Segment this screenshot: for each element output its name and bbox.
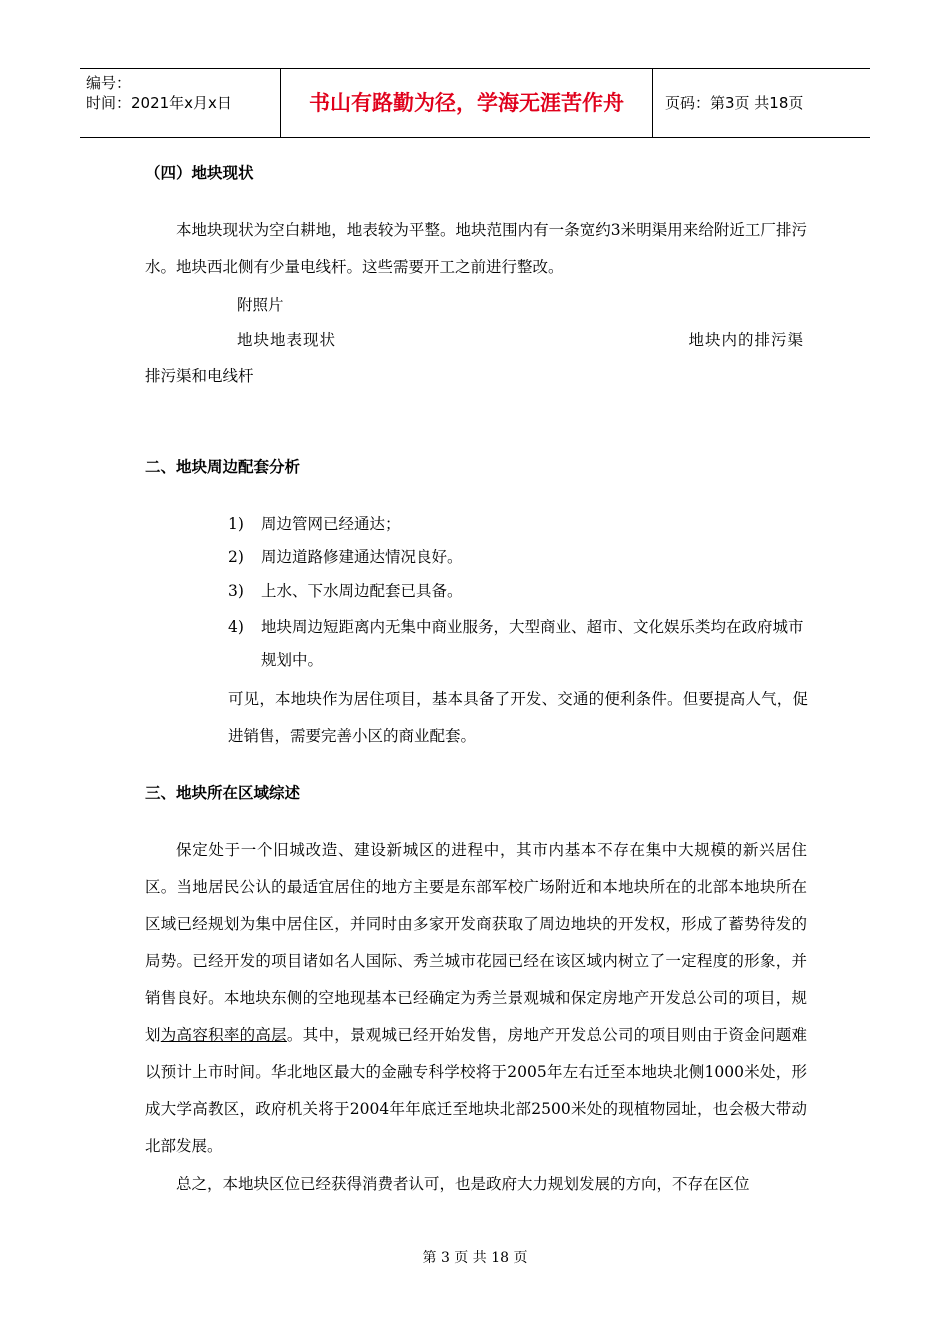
list-item <box>228 508 808 541</box>
section-three-conclusion: 总之，本地块区位已经获得消费者认可，也是政府大力规划发展的方向，不存在区位 <box>176 1175 750 1193</box>
header-meta-cell <box>80 69 281 137</box>
photo-caption-surface: 地块地表现状 <box>237 331 337 349</box>
photo-caption-drain-poles: 排污渠和电线杆 <box>145 367 254 385</box>
header-page-label: 页码：第3页 共18页 <box>665 94 804 112</box>
list-item-number: 4) <box>228 618 244 636</box>
serial-label: 编号： <box>86 74 132 92</box>
section-three-heading: 三、地块所在区域综述 <box>145 784 301 802</box>
attached-photo-label: 附照片 <box>237 296 284 314</box>
section-three-paragraph <box>145 832 807 1165</box>
section-two-heading: 二、地块周边配套分析 <box>145 458 301 476</box>
paragraph-text-cont: 。其中，景观城已经开始发售，房地产开发总公司的项目则由于资金问题难以预计上市时间。华北地区最大的金融专科学校将于2005年左右迁至本地块北侧1000米处，形成大学高教区，政府机关将于2004年年底迁至地块北部2500米处的现植物园址，也会极大带动北部发展。 <box>145 1026 807 1155</box>
list-item-text: 周边道路修建通达情况良好。 <box>261 548 463 566</box>
list-item-number: 3) <box>228 582 244 600</box>
header-table <box>80 68 870 138</box>
section-two-conclusion: 可见，本地块作为居住项目，基本具备了开发、交通的便利条件。但要提高人气，促进销售，需要完善小区的商业配套。 <box>228 690 808 745</box>
list-item <box>228 575 808 608</box>
list-item-number: 2) <box>228 548 244 566</box>
photo-caption-drain: 地块内的排污渠 <box>688 331 804 349</box>
section4-heading: （四）地块现状 <box>145 164 254 182</box>
list-item-text: 地块周边短距离内无集中商业服务，大型商业、超市、文化娱乐类均在政府城市规划中。 <box>261 618 804 669</box>
paragraph-text: 保定处于一个旧城改造、建设新城区的进程中，其市内基本不存在集中大规模的新兴居住区。当地居民公认的最适宜居住的地方主要是东部军校广场附近和本地块所在的北部本地块所在区域已经规划为集中居住区，并同时由多家开发商获取了周边地块的开发权，形成了蓄势待发的局势。已经开发的项目诸如名人国际、秀兰城市花园已经在该区域内树立了一定程度的形象，并销售良好。本地块东侧的空地现基本已经确定为秀兰景观城和保定房地产开发总公司的项目，规划 <box>145 841 807 1044</box>
underlined-text: 为高容积率的高层 <box>160 1026 287 1044</box>
list-item-number: 1) <box>228 515 244 533</box>
header-motto: 书山有路勤为径，学海无涯苦作舟 <box>281 69 653 137</box>
time-label: 时间：2021年x月x日 <box>86 94 232 112</box>
section4-paragraph: 本地块现状为空白耕地，地表较为平整。地块范围内有一条宽约3米明渠用来给附近工厂排污水。地块西北侧有少量电线杆。这些需要开工之前进行整改。 <box>145 221 807 276</box>
list-item <box>228 611 808 677</box>
footer-page-number: 第 3 页 共 18 页 <box>422 1250 528 1266</box>
list-item-text: 上水、下水周边配套已具备。 <box>261 582 463 600</box>
list-item <box>228 541 808 574</box>
list-item-text: 周边管网已经通达； <box>261 515 401 533</box>
